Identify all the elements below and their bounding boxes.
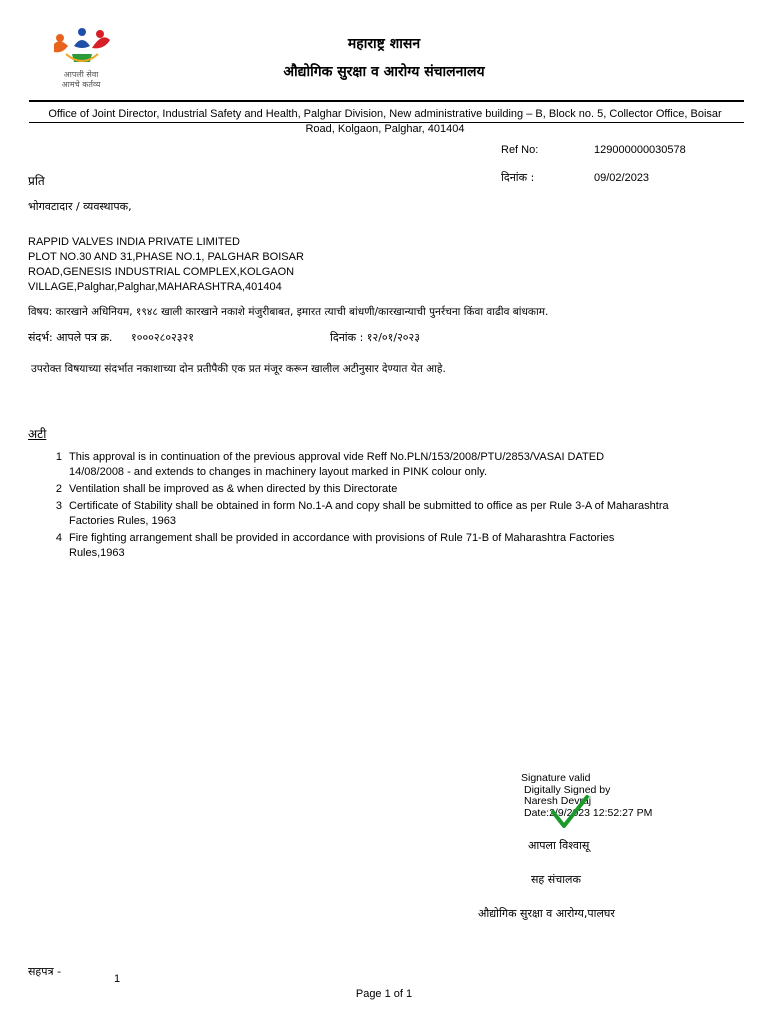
date-value: 09/02/2023 — [594, 172, 650, 184]
reference-date: दिनांक : १२/०१/२०२३ — [330, 331, 420, 344]
reference-label: संदर्भ: आपले पत्र क्र. — [28, 331, 113, 344]
conditions-heading: अटी — [28, 427, 47, 441]
logo-caption-line2: आमचे कर्तव्य — [61, 80, 101, 89]
condition-text: Certificate of Stability shall be obtained in form No.1-A and copy shall be submitted to office as per Rule 3-A of Maharashtra Factories Rules, 1963 — [69, 500, 669, 527]
condition-item — [50, 482, 690, 497]
signature-status: Signature valid — [521, 772, 591, 784]
address-line: PLOT NO.30 AND 31,PHASE NO.1, PALGHAR BOISAR — [28, 251, 304, 263]
address-line: VILLAGE,Palghar,Palghar,MAHARASHTRA,401404 — [28, 281, 282, 293]
condition-item — [50, 499, 690, 529]
condition-number: 2 — [55, 483, 62, 495]
enclosure-count: 1 — [114, 973, 121, 985]
closing-text: आपला विश्वासू — [528, 839, 590, 852]
logo-caption-line1: आपली सेवा — [63, 70, 99, 79]
address-line: RAPPID VALVES INDIA PRIVATE LIMITED — [28, 236, 240, 248]
address-line: ROAD,GENESIS INDUSTRIAL COMPLEX,KOLGAON — [28, 266, 295, 278]
signature-signer: Naresh Devraj — [524, 795, 592, 807]
header-divider — [29, 100, 744, 102]
page-number: Page 1 of 1 — [355, 988, 413, 1000]
green-checkmark-icon — [550, 794, 590, 830]
condition-item — [50, 531, 690, 561]
subject-line: विषय: कारखाने अधिनियम, १९४८ खाली कारखाने नकाशे मंजुरीबाबत, इमारत त्याची बांधणी/कारखान्याची पुनर्रचना किंवा वाढीव बांधकाम. — [28, 306, 549, 318]
signatory-designation: सह संचालक — [531, 873, 581, 886]
enclosure-label: सहपत्र - — [28, 965, 62, 978]
address-underline — [29, 122, 744, 123]
condition-text: Ventilation shall be improved as & when directed by this Directorate — [69, 483, 398, 495]
reference-number: १०००२८०२३२१ — [131, 331, 194, 344]
prati-label: प्रति — [28, 174, 45, 188]
recipient-designation: भोगवटादार / व्यवस्थापक, — [28, 200, 132, 213]
conditions-list — [50, 450, 690, 561]
date-label: दिनांक : — [501, 171, 535, 184]
department-name: औद्योगिक सुरक्षा व आरोग्य संचालनालय — [283, 64, 485, 80]
condition-number: 3 — [55, 500, 62, 512]
signature-line: Digitally Signed by — [524, 783, 611, 796]
signatory-department: औद्योगिक सुरक्षा व आरोग्य,पालघर — [478, 907, 615, 920]
ref-value: 129000000030578 — [594, 144, 686, 156]
condition-text: Fire fighting arrangement shall be provided in accordance with provisions of Rule 71-B of Maharashtra Factories Rules,1963 — [69, 532, 615, 559]
ref-label: Ref No: — [501, 144, 539, 156]
condition-item — [50, 450, 690, 480]
condition-number: 4 — [55, 532, 62, 544]
intro-text: उपरोक्त विषयाच्या संदर्भात नकाशाच्या दोन प्रतीपैकी एक प्रत मंजूर करून खालील अटीनुसार देण्यात येत आहे. — [31, 363, 446, 375]
condition-text: This approval is in continuation of the previous approval vide Reff No.PLN/153/2008/PTU/2853/VASAI DATED 14/08/2008 - and extends to changes in machinery layout marked in PINK colour only. — [69, 451, 605, 478]
recipient-address — [28, 235, 348, 295]
signature-date: Date:2/9/2023 12:52:27 PM — [524, 806, 653, 819]
office-address: Office of Joint Director, Industrial Safety and Health, Palghar Division, New administrative building – B, Block no. 5, Collector Office, Boisar Road, Kolgaon, Palghar, 401404 — [48, 108, 722, 135]
condition-number: 1 — [55, 451, 62, 463]
government-name: महाराष्ट्र शासन — [347, 36, 421, 52]
